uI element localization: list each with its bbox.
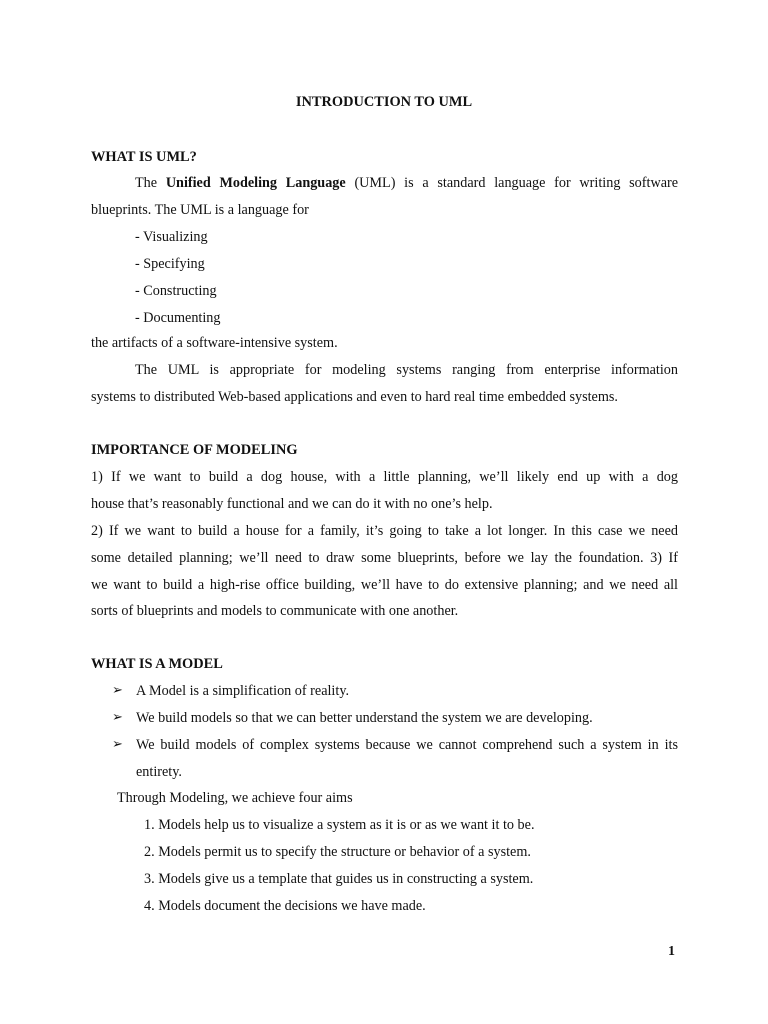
list-item-constructing: - Constructing	[135, 283, 217, 299]
uml-scope-line-1: The UML is appropriate for modeling systems ranging from enterprise information	[135, 362, 678, 378]
uml-definition-line-2: blueprints. The UML is a language for	[91, 202, 309, 218]
list-item-specifying: - Specifying	[135, 256, 205, 272]
importance-line-6: sorts of blueprints and models to communicate with one another.	[91, 603, 459, 619]
importance-line-3: 2) If we want to build a house for a family, it’s going to take a lot longer. In this case we need	[91, 523, 678, 539]
importance-line-5: we want to build a high-rise office building, we’ll have to do extensive planning; and we need all	[91, 577, 678, 593]
uml-definition-intro: The	[135, 175, 158, 191]
model-bullet-3-continuation: entirety.	[136, 764, 182, 780]
heading-what-is-a-model: WHAT IS A MODEL	[91, 656, 223, 672]
page-number: 1	[668, 944, 675, 959]
aim-item-3: 3. Models give us a template that guides us in constructing a system.	[144, 871, 534, 887]
arrow-bullet-icon: ➢	[112, 710, 123, 725]
importance-line-4: some detailed planning; we’ll need to draw some blueprints, before we lay the foundation. 3) If	[91, 550, 678, 566]
artifacts-sentence: the artifacts of a software-intensive system.	[91, 335, 338, 351]
model-bullet-2: We build models so that we can better understand the system we are developing.	[136, 710, 593, 726]
aim-item-4: 4. Models document the decisions we have made.	[144, 898, 426, 914]
heading-what-is-uml: WHAT IS UML?	[91, 149, 197, 165]
heading-importance-of-modeling: IMPORTANCE OF MODELING	[91, 442, 298, 458]
uml-definition-rest: (UML) is a standard language for writing software	[354, 175, 679, 191]
model-bullet-3: We build models of complex systems because we cannot comprehend such a system in its	[136, 737, 678, 753]
model-bullet-1: A Model is a simplification of reality.	[136, 683, 350, 699]
uml-scope-line-2: systems to distributed Web-based applications and even to hard real time embedded systems.	[91, 389, 618, 405]
arrow-bullet-icon: ➢	[112, 737, 123, 752]
document-title: INTRODUCTION TO UML	[295, 94, 473, 110]
arrow-bullet-icon: ➢	[112, 683, 123, 698]
importance-line-2: house that’s reasonably functional and we can do it with no one’s help.	[91, 496, 493, 512]
list-item-visualizing: - Visualizing	[135, 229, 208, 245]
aims-intro: Through Modeling, we achieve four aims	[117, 790, 353, 806]
importance-line-1: 1) If we want to build a dog house, with a little planning, we’ll likely end up with a dog	[91, 469, 678, 485]
aim-item-1: 1. Models help us to visualize a system as it is or as we want it to be.	[144, 817, 535, 833]
uml-full-name: Unified Modeling Language	[165, 175, 346, 191]
uml-definition-line-1	[135, 173, 678, 193]
aim-item-2: 2. Models permit us to specify the structure or behavior of a system.	[144, 844, 531, 860]
list-item-documenting: - Documenting	[135, 310, 221, 326]
